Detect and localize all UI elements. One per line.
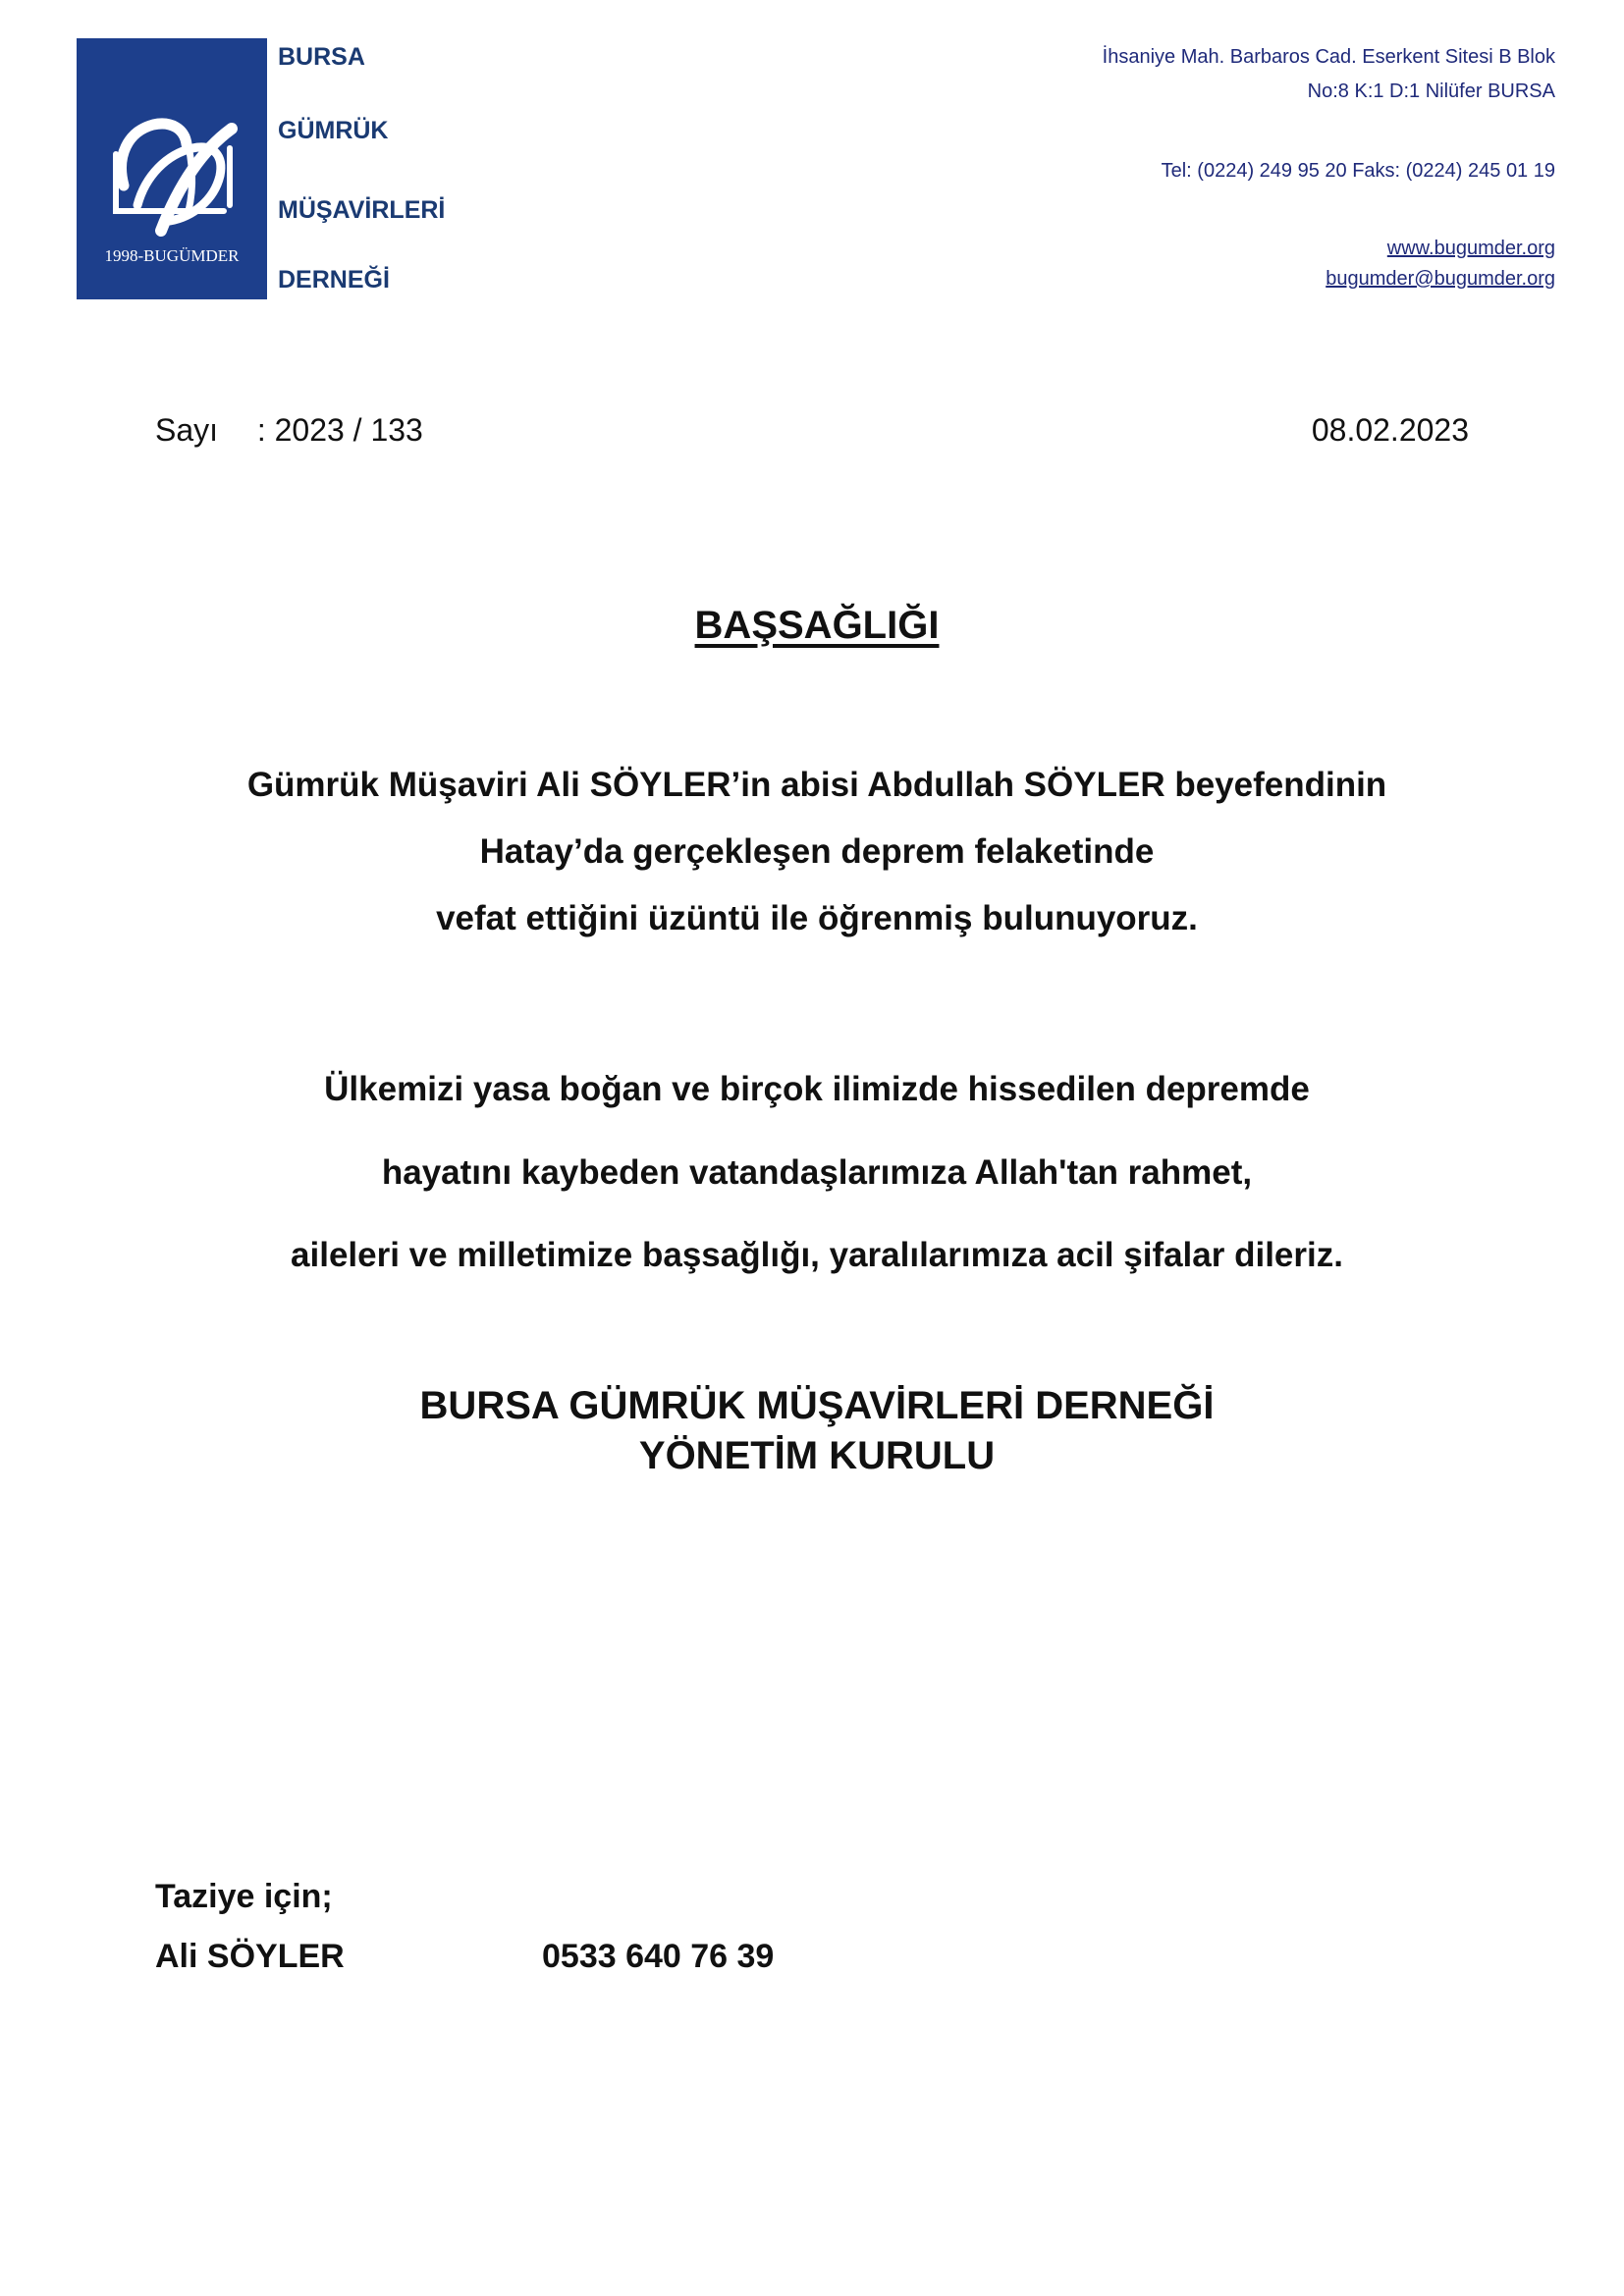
document-title: BAŞSAĞLIĞI xyxy=(694,604,940,647)
association-logo xyxy=(77,38,267,299)
address-line-2: No:8 K:1 D:1 Nilüfer BURSA xyxy=(1307,80,1555,102)
paragraph2-line-1: Ülkemizi yasa boğan ve birçok ilimizde hissedilen depremde xyxy=(324,1070,1310,1108)
signature-organisation: BURSA GÜMRÜK MÜŞAVİRLERİ DERNEĞİ xyxy=(419,1384,1215,1427)
website-link[interactable]: www.bugumder.org xyxy=(1386,238,1555,259)
paragraph1-line-2: Hatay’da gerçekleşen deprem felaketinde xyxy=(479,832,1155,871)
paragraph1-line-3: vefat ettiğini üzüntü ile öğrenmiş bulunuyoruz. xyxy=(436,899,1198,937)
phone-fax: Tel: (0224) 249 95 20 Faks: (0224) 245 01 19 xyxy=(1161,160,1555,182)
address-line-1: İhsaniye Mah. Barbaros Cad. Eserkent Sitesi B Blok xyxy=(1102,46,1555,68)
condolence-phone: 0533 640 76 39 xyxy=(542,1938,775,1975)
reference-value: : 2023 / 133 xyxy=(256,412,423,448)
reference-label: Sayı xyxy=(155,412,219,448)
email-link[interactable]: bugumder@bugumder.org xyxy=(1326,268,1555,290)
logo-caption: 1998-BUGÜMDER xyxy=(104,246,240,265)
org-name-line-1: BURSA xyxy=(278,43,365,71)
reference-number xyxy=(155,412,423,449)
org-name-line-4: DERNEĞİ xyxy=(278,266,390,294)
paragraph2-line-3: aileleri ve milletimize başsağlığı, yaralılarımıza acil şifalar dileriz. xyxy=(291,1236,1343,1274)
condolence-name: Ali SÖYLER xyxy=(155,1938,345,1975)
document-date: 08.02.2023 xyxy=(1311,412,1469,448)
paragraph1-line-1: Gümrük Müşaviri Ali SÖYLER’in abisi Abdullah SÖYLER beyefendinin xyxy=(246,766,1387,804)
signature-board: YÖNETİM KURULU xyxy=(638,1434,996,1477)
org-name-line-2: GÜMRÜK xyxy=(278,117,389,144)
org-name-line-3: MÜŞAVİRLERİ xyxy=(278,196,446,224)
condolence-label: Taziye için; xyxy=(155,1878,333,1915)
paragraph2-line-2: hayatını kaybeden vatandaşlarımıza Allah'tan rahmet, xyxy=(381,1153,1253,1192)
